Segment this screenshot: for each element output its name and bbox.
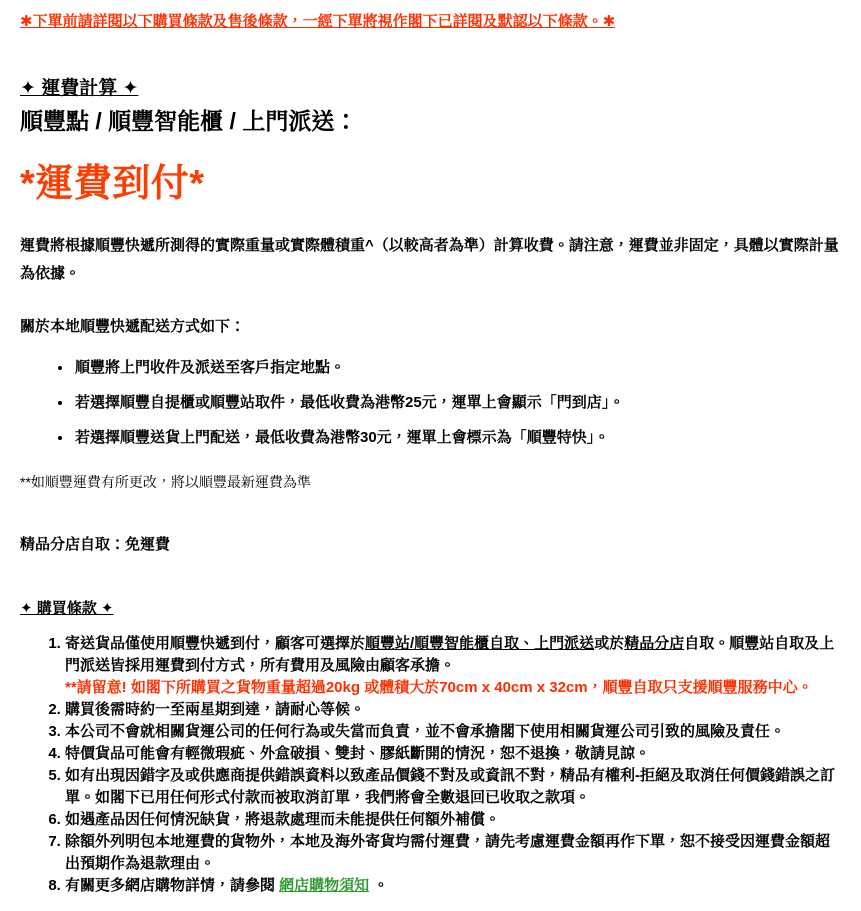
delivery-options-subheading: 順豐點 / 順豐智能櫃 / 上門派送： bbox=[20, 108, 358, 135]
term-item-delivery-time: 2. 購買後需時約一至兩星期到達，請耐心等候。 bbox=[65, 699, 841, 721]
term-1-text: 自取。順豐站自取及上門派送皆採用運費到付方式，所有費用及風險由顧客承擔。 bbox=[65, 634, 835, 674]
term-item-pricing-errors: 5. 如有出現因錯字及或供應商提供錯誤資料以致產品價錢不對及或資訊不對，精品有權利-拒絕及取消任何價錢錯誤之訂單。如閣下已用任何形式付款而被取消訂單，我們將會全數退回已收取之款項。 bbox=[65, 765, 841, 809]
fee-change-note: **如順豐運費有所更改，將以順豐最新運費為準 bbox=[20, 473, 311, 490]
term-item-out-of-stock: 6. 如遇產品因任何情況缺貨，將退款處理而未能提供任何額外補償。 bbox=[65, 809, 841, 831]
term-item-more-info bbox=[65, 875, 841, 897]
term-item-discounted-goods: 4. 特價貨品可能會有輕微瑕疵、外盒破損、雙封、膠紙斷開的情況，恕不退換，敬請見諒。 bbox=[65, 743, 841, 765]
term-item-shipping-options bbox=[65, 633, 841, 699]
purchase-terms-list bbox=[20, 633, 841, 897]
purchase-terms-heading: ✦ 購買條款 ✦ bbox=[20, 600, 114, 618]
list-item-door-pickup: • 順豐將上門收件及派送至客戶指定地點。 bbox=[73, 357, 841, 378]
term-1-underlined-sf-options: 順豐站/順豐智能櫃自取、上門派送 bbox=[365, 634, 595, 652]
list-item-locker-station-fee: • 若選擇順豐自提櫃或順豐站取件，最低收費為港幣25元，運單上會顯示「門到店」。 bbox=[73, 392, 841, 413]
freight-collect-headline: *運費到付* bbox=[20, 163, 205, 206]
weight-size-limit-warning: **請留意! 如閣下所購買之貨物重量超過20kg 或體積大於70cm x 40cm x 32cm，順豐自取只支援順豐服務中心。 bbox=[65, 678, 813, 696]
term-8-text: 有關更多網店購物詳情，請參閱 bbox=[65, 876, 280, 894]
term-1-underlined-boutique: 精品分店 bbox=[624, 634, 685, 652]
term-1-text: 或於 bbox=[594, 634, 625, 652]
shipping-fee-section bbox=[20, 78, 841, 555]
term-1-text: 寄送貨品僅使用順豐快遞到付，顧客可選擇於 bbox=[65, 634, 366, 652]
term-item-freight-charges: 7. 除額外列明包本地運費的貨物外，本地及海外寄貨均需付運費，請先考慮運費金額再作下單，恕不接受因運費金額超出預期作為退款理由。 bbox=[65, 831, 841, 875]
store-pickup-free-note: 精品分店自取：免運費 bbox=[20, 536, 171, 554]
term-8-suffix: 。 bbox=[369, 876, 389, 894]
shipping-fee-heading: ✦ 運費計算 ✦ bbox=[20, 77, 139, 99]
list-item-home-delivery-fee: • 若選擇順豐送貨上門配送，最低收費為港幣30元，運單上會標示為「順豐特快」。 bbox=[73, 427, 841, 448]
pre-order-notice: ✱下單前請詳閱以下購買條款及售後條款，一經下單將視作閣下已詳閱及默認以下條款。✱ bbox=[20, 13, 616, 30]
online-shopping-info-link[interactable]: 網店購物須知 bbox=[279, 876, 370, 894]
freight-calculation-paragraph: 運費將根據順豐快遞所測得的實際重量或實際體積重^（以較高者為準）計算收費。請注意，運費並非固定，具體以實際計量為依據。 bbox=[20, 236, 839, 282]
delivery-methods-list bbox=[20, 357, 841, 448]
term-item-courier-liability: 3. 本公司不會就相關貨運公司的任何行為或失當而負責，並不會承擔閣下使用相關貨運公司引致的風險及責任。 bbox=[65, 721, 841, 743]
purchase-terms-section bbox=[20, 599, 841, 897]
delivery-methods-intro: 關於本地順豐快遞配送方式如下： bbox=[20, 317, 246, 335]
